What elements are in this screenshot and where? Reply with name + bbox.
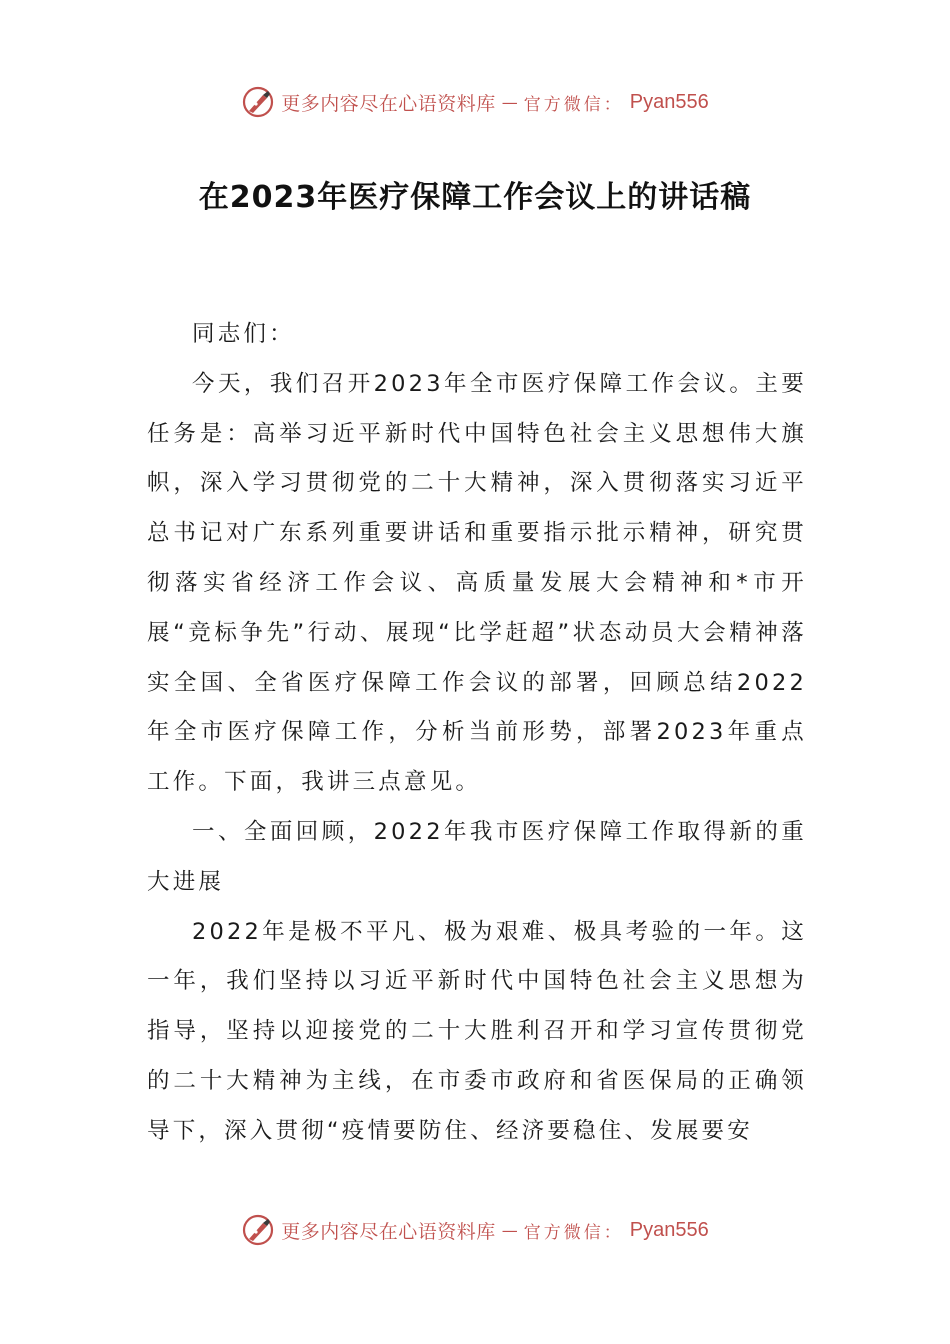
- pen-nib-circle-icon: [241, 85, 275, 119]
- body-paragraph: 2022年是极不平凡、极为艰难、极具考验的一年。这一年，我们坚持以习近平新时代中国特色社会主义思想为指导，坚持以迎接党的二十大胜利召开和学习宣传贯彻党的二十大精神为主线，在市委市政府和省医保局的正确领导下，深入贯彻“疫情要防住、经济要稳住、发展要安: [147, 918, 807, 1144]
- document-body: [147, 310, 807, 1157]
- section-heading: 一、全面回顾，2022年我市医疗保障工作取得新的重大进展: [147, 818, 807, 895]
- header-watermark: [0, 84, 950, 120]
- watermark-official-label: 官方微信：: [523, 1222, 624, 1243]
- body-paragraph: 今天，我们召开2023年全市医疗保障工作会议。主要任务是：高举习近平新时代中国特色社会主义思想伟大旗帜，深入学习贯彻党的二十大精神，深入贯彻落实习近平总书记对广东系列重要讲话和重要指示批示精神，研究贯彻落实省经济工作会议、高质量发展大会精神和*市开展“竞标争先”行动、展现“比学赶超”状态动员大会精神落实全国、全省医疗保障工作会议的部署，回顾总结2022年全市医疗保障工作，分析当前形势，部署2023年重点工作。下面，我讲三点意见。: [147, 370, 807, 796]
- document-title: 在2023年医疗保障工作会议上的讲话稿: [198, 180, 752, 215]
- footer-watermark: [0, 1212, 950, 1248]
- watermark-text: 更多内容尽在心语资料库: [281, 1220, 496, 1243]
- salutation-paragraph: 同志们：: [192, 321, 295, 347]
- watermark-text: 更多内容尽在心语资料库: [281, 92, 496, 115]
- watermark-official-label: 官方微信：: [523, 94, 624, 115]
- watermark-dash: —: [501, 1220, 518, 1240]
- pen-nib-circle-icon: [241, 1213, 275, 1247]
- watermark-wechat-id: Pyan556: [629, 90, 709, 113]
- watermark-dash: —: [501, 92, 518, 112]
- watermark-wechat-id: Pyan556: [629, 1218, 709, 1241]
